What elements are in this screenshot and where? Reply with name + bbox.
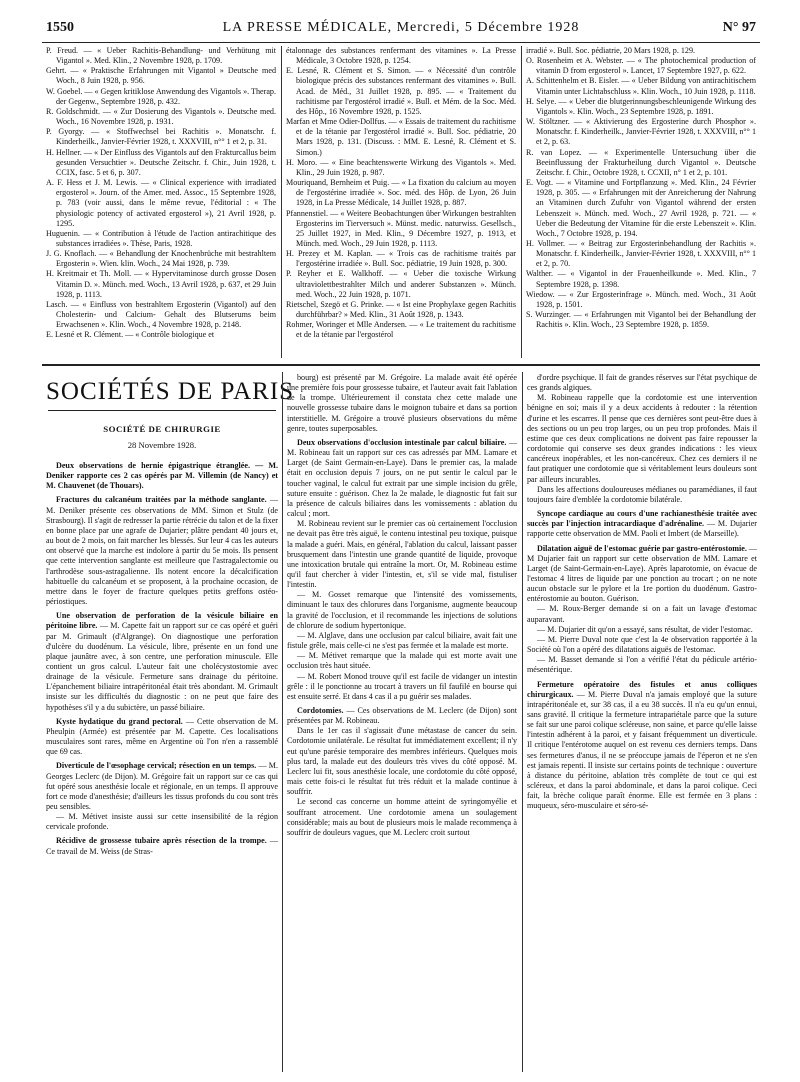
reference-entry: P. Freud. — « Ueber Rachitis-Behandlung- und Verhütung mit Vigantol ». Med. Klin., 2 Novembre 1928, p. 1709. — [46, 46, 276, 66]
report-paragraph — [287, 706, 517, 726]
article-column-3 — [527, 373, 757, 812]
reference-entry: A. Schittenhelm et B. Eisler. — « Ueber Bildung von antirachitischem Vitamin unter Lichtabschluss ». Klin. Woch., 10 Juin 1928, p. 1118. — [526, 76, 756, 96]
reference-entry: E. Lesné, R. Clément et S. Simon. — « Nécessité d'un contrôle biologique précis des substances renfermant des vitamines ». Bull. Acad. de Méd., 31 Juillet 1928, p. 895. — « Traitement du rachitisme par l'ergostérol irradié ». Bull. et Mém. de la Soc. Méd. des Hôp., 16 Novembre 1928, p. 1525. — [286, 66, 516, 116]
reference-entry: Rietschel, Szegö et G. Prinke. — « Ist eine Prophylaxe gegen Rachitis durchführbar? » Med. Klin., 31 Août 1928, p. 1343. — [286, 299, 516, 320]
report-title: Fractures du calcanéum traitées par la méthode sanglante. — [56, 495, 267, 505]
reference-entry: Wiedow. — « Zur Ergosterinfrage ». Münch. med. Woch., 31 Août 1928, p. 1501. — [526, 289, 756, 309]
report-text: — M. Robineau fait un rapport sur ces cas adressés par MM. Lamare et Larget (de Saint Germain-en-Laye). Dans le premier cas, la malade était en occlusion depuis 7 jours, on ne put sentir le calcul par le toucher vaginal, le calcul fut extrait par une simple incision du grêle, suture ensuite : guérison. Chez la 2e malade, le diagnostic fut fait sur la présence de calculs biliaires dans les vomissements : ablation du calcul ; mort. — [287, 437, 517, 519]
reference-entry: J. G. Knoflach. — « Behandlung der Knochenbrüche mit bestrahltem Ergosterin ». Wien. klin. Woch., 24 Mai 1928, p. 739. — [46, 249, 276, 269]
report-text: — M. Pierre Duval n'a jamais employé que la suture intrapéritonéale et, sur 38 cas, il a eu 38 succès. Il n'a eu qu'un ennui, sans gravité. Il critique la fermeture intrapariétale parce que la suture se fait sur une paroi colique scléreuse, non saine, et parce qu'elle laisse l'intestin adhérent à la paroi, et y faisant fréquemment un diverticule. Il critique l'entérotome auquel on est revenu ces derniers temps. Dans ses fermetures d'anus, il ne se préoccupe jamais de l'éperon et ne s'en est jamais repenti. Il insiste sur certains points de technique : ouverture à distance du péritoine, ablation très complète de tout ce qui est scléreux, et dans la paroi abdominale, et dans la paroi colique. Ceci fait, la brèche colique paraît énorme. Elle est fermée en 3 plans : muqueux, séro-musculaire et séro-sé- — [527, 689, 757, 811]
report-paragraph — [46, 836, 278, 856]
references-column-2 — [286, 46, 516, 341]
body-paragraph: M. Robineau rappelle que la cordotomie est une intervention bénigne en soi; mais il y a deux accidents à redouter : la rétention d'urine et les escarres. Il pense que ces dernières sont peut-être dues à des sections ou un peu trop larges, ou un peu trop profondes. Mais il estime que ces deux complications ne doivent pas faire repousser la cordotomie qui conserve ses deux grandes indications : les vieux cancéreux inopérables, et les non-cancéreux. Chez ces derniers il ne faut pratiquer une cordotomie que si véritablement leurs douleurs sont par ailleurs incurables. — [527, 393, 757, 484]
reference-entry: Pfannenstiel. — « Weitere Beobachtungen über Wirkungen bestrahlten Ergosterins im Tierversuch ». Münst. medic. naturwiss. Gesellsch., 25 Juillet 1927, in Med. Klin., 9 Décembre 1927, p. 1913, et Münch. med. Woch., 29 Juin 1928, p. 1113. — [286, 208, 516, 248]
article-column-2 — [287, 373, 517, 838]
report-text: — Ce travail de M. Weiss (de Stras- — [46, 836, 278, 856]
body-paragraph: — M. Roux-Berger demande si on a fait un lavage d'estomac auparavant. — [527, 604, 757, 624]
body-paragraph: Dans les affections douloureuses médianes ou paramédianes, il faut toujours faire d'emblée la cordotomie bilatérale. — [527, 484, 757, 504]
body-paragraph: — M. Robert Monod trouve qu'il est facile de vidanger un intestin grêle : il le ponctionne au trocart à travers un fil faufilé en bourse qui est ensuite serré. Et dans 4 cas il a pu guérir ses malades. — [287, 671, 517, 701]
report-paragraph — [527, 509, 757, 539]
body-paragraph: — M. Basset demande si l'on a vérifié l'état du pédicule artério-mésentérique. — [527, 655, 757, 675]
report-paragraph — [46, 761, 278, 812]
column-divider — [522, 372, 523, 1072]
report-paragraph — [46, 717, 278, 758]
reference-entry: H. Hellner. — « Der Einfluss des Vigantols auf den Frakturcallus beim gesunden Versuchtier ». Deutsche Zeitschr. f. Chir., Juin 1928, t. CCIX, fasc. 5 et 6, p. 307. — [46, 147, 276, 177]
page-header — [46, 20, 756, 40]
reference-entry: étalonnage des substances renfermant des vitamines ». La Presse Médicale, 3 Octobre 1928, p. 1254. — [286, 46, 516, 66]
report-paragraph — [527, 680, 757, 812]
report-text: — M Dujarier fait un rapport sur cette observation de MM. Lamare et Larget (de Saint-Germain-en-Laye). Après laparotomie, on évacue de l'estomac 4 litres de liquide par une ponction au trocart ; on ne note aucun obstacle sur le pylore et la 1re portion du duodénum. Gastro-entérostomie au bouton. Guérison. — [527, 543, 757, 604]
report-title: Fermeture opératoire des fistules et anus colliques chirurgicaux. — [527, 679, 757, 699]
references-column-3 — [526, 46, 756, 330]
body-paragraph: — M. Dujarier dit qu'on a essayé, sans résultat, de vider l'estomac. — [537, 624, 753, 634]
report-title: Deux observations d'occlusion intestinale par calcul biliaire. — [297, 437, 507, 447]
reference-entry: P. Reyher et E. Walkhoff. — « Ueber die toxische Wirkung ultraviolettbestrahlter Milch und anderer Substanzen ». Münch. med. Woch., 22 Juin 1928, p. 1071. — [286, 269, 516, 299]
issue-number: N° 97 — [722, 20, 756, 35]
session-date: 28 Novembre 1928. — [127, 440, 197, 450]
reference-entry: H. Kreitmair et Th. Moll. — « Hypervitaminose durch grosse Dosen Vitamin D. ». Münch. med. Woch., 13 Avril 1928, p. 637, et 29 Juin 1928, p. 1113. — [46, 269, 276, 299]
report-title: Deux observations de hernie épigastrique étranglée. — M. Deniker rapporte ces 2 cas opérés par M. Villemin (de Nancy) et M. Chauvenet (de Thouars). — [46, 461, 278, 491]
report-text: — M. Capette fait un rapport sur ce cas opéré et guéri par M. Grimault (d'Algrange). On diagnostique une perforation d'ulcère du duodénum. La vésicule, libre, présente en un fond une plaque jaunâtre avec, à son centre, une perforation minuscule. Elle contient un gros calcul. L'auteur fait une cholécystostomie avec drainage de la vésicule. Fermeture sans drainage du péritoine. L'épanchement biliaire intrapéritonéal était très abondant. M. Grimault insiste sur les difficultés du diagnostic : on ne peut que faire des hypothèses s'il y a du subictère, un passé biliaire. — [46, 621, 278, 712]
reference-entry: H. Vollmer. — « Beitrag zur Ergosterinbehandlung der Rachitis ». Monatschr. f. Kinderheilk., Janvier-Février 1928, t. XXXVIII, n°° 1 et 2, p. 70. — [526, 238, 756, 269]
reference-entry: Marfan et Mme Odier-Dollfus. — « Essais de traitement du rachitisme et de la tétanie par l'ergostérol irradié ». Bull. Soc. pédiatrie, 20 Mars 1928, p. 131. (Discuss. : MM. E. Lesné, R. Clément et S. Simon.) — [286, 117, 516, 157]
report-paragraph — [46, 461, 278, 491]
body-paragraph: M. Robineau revient sur le premier cas où certainement l'occlusion ne devait pas être très aiguë, le contenu intestinal peu toxique, puisque la malade a guéri. Mais, en général, l'ablation du calcul, laissant passer brusquement dans l'intestin une grande quantité de liquide, provoque une intoxication brutale qui entraîne la mort. Or, M. Robineau estime qu'il faut chercher à vider l'intestin, et, s'il se vide mal, fistuliser l'intestin. — [287, 519, 517, 590]
body-paragraph: bourg) est présenté par M. Grégoire. La malade avait été opérée une première fois pour grossesse tubaire, et l'auteur avait fait l'ablation de la trompe. Ultérieurement il constata chez cette malade une nouvelle grossesse tubaire dans le moignon tubaire et dans sa portion interstitielle. M. Grégoire a trouvé plusieurs observations du même genre, toutes superposables. — [287, 373, 517, 433]
reference-entry: Walther. — « Vigantol in der Frauenheilkunde ». Med. Klin., 7 Septembre 1928, p. 1398. — [526, 269, 756, 289]
report-paragraph — [46, 495, 278, 607]
reference-entry: Gehrt. — « Praktische Erfahrungen mit Vigantol » Deutsche med Woch., 8 Juin 1928, p. 956. — [46, 66, 276, 86]
section-heading: SOCIÉTÉS DE PARIS — [46, 378, 295, 405]
report-text: — M. Dujarier rapporte cette observation de MM. Paoli et Imbert (de Marseille). — [527, 519, 757, 539]
reference-entry: Huguenin. — « Contribution à l'étude de l'action antirachitique des substances irradiées ». Thèse, Paris, 1928. — [46, 228, 276, 248]
column-divider — [282, 372, 283, 1072]
reference-entry: Rohmer, Woringer et Mlle Andersen. — « Le traitement du rachitisme et de la tétanie par l'ergostérol — [286, 320, 516, 340]
body-paragraph: Le second cas concerne un homme atteint de syringomyélie et souffrant atrocement. Une cordotomie amena un soulagement considérable; mais au bout de plusieurs mois le malade recommença à souffrir de douleurs vagues, que M. Leclerc croit surtout — [287, 797, 517, 837]
reference-entry: W. Stöltzner. — « Aktivierung des Ergosterine durch Phosphor ». Monatschr. f. Kinderheilk., Janvier-Février 1928, t. XXXVIII, n°° 1 et 2, p. 63. — [526, 117, 756, 147]
report-text: — Cette observation de M. Pheulpin (Armée) est présentée par M. Capette. Ces localisations musculaires sont rares, même en Argentine où l'on n'en a rassemblé que 69 cas. — [46, 716, 278, 757]
body-paragraph: d'ordre psychique. Il fait de grandes réserves sur l'état psychique de ces grands algiques. — [527, 373, 757, 393]
reference-entry: H. Prezey et M. Kaplan. — « Trois cas de rachitisme traités par l'ergostérine irradiée ». Bull. Soc. pédiatrie, 19 Juin 1928, p. 300. — [286, 249, 516, 269]
report-title: Une observation de perforation de la vésicule biliaire en péritoine libre. — [46, 611, 278, 631]
reference-entry: O. Rosenheim et A. Webster. — « The photochemical production of vitamin D from ergosterol ». Lancet, 17 Septembre 1927, p. 622. — [526, 56, 756, 76]
page-number: 1550 — [46, 20, 74, 35]
reference-entry: A. F. Hess et J. M. Lewis. — « Clinical experience with irradiated ergosterol ». Journ. of the Amer. med. Assoc., 15 Septembre 1928, p. 783 (voir aussi, dans le même revue, l'éditorial : « The physiologic potency of activated ergosterol »), 21 Avril 1928, p. 1295. — [46, 178, 276, 228]
reference-entry: R. Goldschmidt. — « Zur Dosierung des Vigantols ». Deutsche med. Woch., 16 Novembre 1928, p. 1931. — [46, 106, 276, 127]
reference-entry: E. Lesné et R. Clément. — « Contrôle biologique et — [46, 330, 215, 340]
reference-entry: irradié ». Bull. Soc. pédiatrie, 20 Mars 1928, p. 129. — [526, 46, 696, 55]
society-name: SOCIÉTÉ DE CHIRURGIE — [103, 424, 221, 434]
reference-entry: R. van Lopez. — « Experimentelle Untersuchung über die Beeinflussung der Frakturheilung durch Vigantol ». Deutsche Zeitschr. f. Chir., Octobre 1928, t. CCXII, n° 1 et 2, p. 101. — [526, 147, 756, 177]
report-text: — M. Deniker présente ces observations de MM. Simon et Stulz (de Strasbourg). Il s'agit de redresser la partie rétrécie du talon et de la fixer en bonne place par une agrafe de Dujarier; plâtre pendant 40 jours et, au bout de 2 mois, on fait marcher les blessés. Sur leur 4 cas les auteurs ont observé que la marche est indolore à partir du 5e mois. Ils pensent que cette intervention sanglante est meilleure que l'astragalectomie ou l'arthrodèse sous-astragalienne. Ils notent encore la décalcification habituelle du calcanéum et se proposent, à la prochaine occasion, de mettre dans le foyer de fracture quelques petits greffons ostéo-périostiques. — [46, 495, 278, 607]
section-rule — [42, 364, 760, 366]
body-paragraph: — M. Pierre Duval note que c'est la 4e observation rapportée à la Société où l'on a opéré des dilatations aiguës de l'estomac. — [527, 634, 757, 655]
report-paragraph — [287, 438, 517, 519]
references-column-1 — [46, 46, 276, 341]
report-text: — M. Georges Leclerc (de Dijon). M. Grégoire fait un rapport sur ce cas qui fut opéré sous anesthésie locale et régionale, en un temps. Il approuve fort ce mode d'anesthésie; d'ailleurs les tissus profonds du cou sont très peu sensibles. — [46, 761, 278, 811]
report-title: Syncope cardiaque au cours d'une rachianesthésie traitée avec succès par l'injection intracardiaque d'adrénaline. — [527, 509, 757, 529]
body-paragraph: — M. Gosset remarque que l'intensité des vomissements, diminuant le taux des chlorures dans l'organisme, augmente beaucoup la gravité de l'occlusion, et il recommande les injections de solutions de chlorure de sodium hypertonique. — [287, 590, 517, 630]
body-paragraph: Dans le 1er cas il s'agissait d'une métastase de cancer du sein. Cordotomie unilatérale. Le résultat fut immédiatement excellent; il n'y eut qu'une parésie temporaire des membres inférieurs. Quelques mois plus tard, la malade eut des douleurs très vives du côté opposé. M. Leclerc lui fit, sous anesthésie locale, une cordotomie du côté opposé, mais cette fois-ci le résultat fut très réduit et la malade continue à souffrir. — [287, 726, 517, 797]
report-paragraph — [527, 544, 757, 605]
column-divider — [521, 46, 522, 358]
report-text: — Ces observations de M. Leclerc (de Dijon) sont présentées par M. Robineau. — [287, 706, 517, 726]
body-paragraph: — M. Alglave, dans une occlusion par calcul biliaire, avait fait une fistule grêle, mais celle-ci ne s'est pas fermée et la malade est morte. — [287, 630, 517, 651]
article-column-1 — [46, 457, 278, 857]
report-title: Diverticule de l'œsophage cervical; résection en un temps. — [56, 761, 257, 771]
report-title: Récidive de grossesse tubaire après résection de la trompe. — [56, 836, 267, 846]
reference-entry: P. Gyorgy. — « Stoffwechsel bei Rachitis ». Monatschr. f. Kinderheilk., Janvier-Février 1928, t. XXXVIII, n°° 1 et 2, p. 31. — [46, 127, 276, 147]
reference-entry: H. Selye. — « Ueber die blutgerinnungsbeschleunigende Wirkung des Vigantols ». Klin. Woch., 23 Septembre 1928, p. 1891. — [526, 96, 756, 116]
body-paragraph: — M. Métivet insiste aussi sur cette insensibilité de la région cervicale profonde. — [46, 812, 278, 832]
reference-entry: H. Moro. — « Eine beachtenswerte Wirkung des Vigantols ». Med. Klin., 29 Juin 1928, p. 987. — [286, 157, 516, 177]
reference-entry: Lasch. — « Einfluss von bestrahltem Ergosterin (Vigantol) auf den Cholesterin- und Calcium- Gehalt des Blutserums beim Erwachsenen ». Klin. Woch., 4 Novembre 1928, p. 2148. — [46, 299, 276, 330]
report-title: Dilatation aiguë de l'estomac guérie par gastro-entérostomie. — [537, 543, 747, 553]
body-paragraph: — M. Métivet remarque que la malade qui est morte avait une occlusion très haut située. — [287, 651, 517, 671]
reference-entry: S. Wurzinger. — « Erfahrungen mit Vigantol bei der Behandlung der Rachitis ». Klin. Woch., 23 Septembre 1928, p. 1859. — [526, 310, 756, 330]
header-rule — [42, 42, 760, 43]
report-paragraph — [46, 611, 278, 713]
report-title: Cordotomies. — [297, 706, 344, 715]
heading-underline — [48, 410, 276, 411]
reference-entry: W. Goebel. — « Gegen kritiklose Anwendung des Vigantols ». Therap. der Gegenw., Septembre 1928, p. 432. — [46, 86, 276, 106]
column-divider — [281, 46, 282, 358]
reference-entry: Mouriquand, Bernheim et Puig. — « La fixation du calcium au moyen de l'ergostérine irradiée ». Soc. méd. des Hôp. de Lyon, 26 Juin 1928, in La Presse Médicale, 14 Juillet 1928, p. 887. — [286, 178, 516, 208]
reference-entry: E. Vogt. — « Vitamine und Fortpflanzung ». Med. Klin., 24 Février 1928, p. 305. — « Erfahrungen mit der Anreicherung der Nahrung an Vitaminen durch Zufuhr von Vigantol während der ersten Lebenszeit ». Münch. med. Woch., 27 Avril 1928, p. 721. — « Ueber die Bedeutung der Vitamine für die erste Lebenszeit ». Klin. Woch., 7 Octobre 1928, p. 194. — [526, 178, 756, 238]
report-title: Kyste hydatique du grand pectoral. — [56, 716, 183, 726]
running-title: LA PRESSE MÉDICALE, Mercredi, 5 Décembre 1928 — [222, 20, 580, 35]
